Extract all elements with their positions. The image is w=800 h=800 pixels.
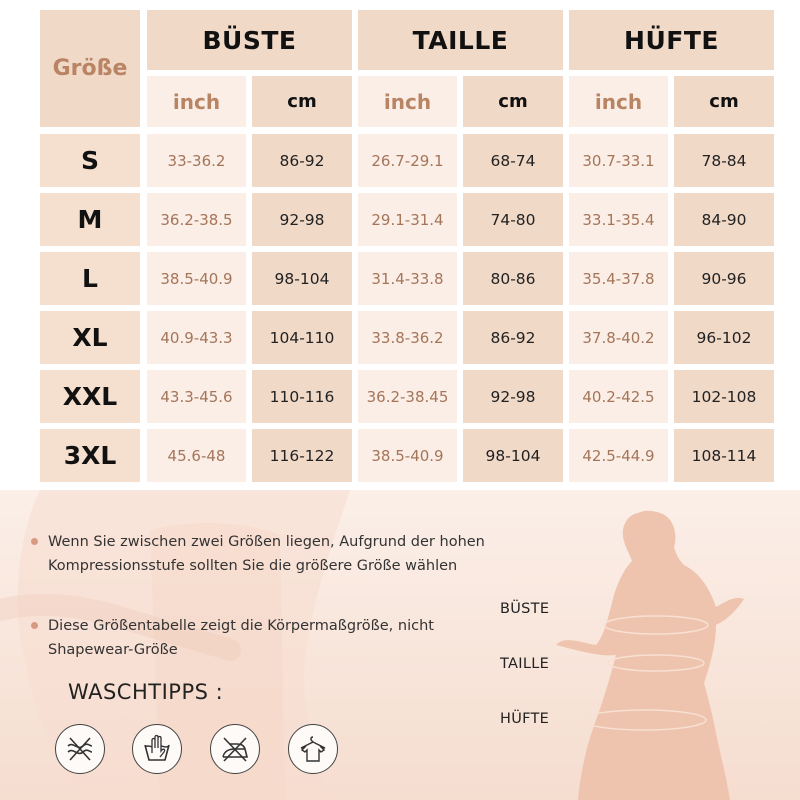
waist-inch-cell: 26.7-29.1 <box>358 134 457 187</box>
waist-inch-cell: 38.5-40.9 <box>358 429 457 482</box>
waist-cm-cell: 74-80 <box>463 193 563 246</box>
bust-inch-cell: 38.5-40.9 <box>147 252 246 305</box>
hand-wash-icon <box>132 724 182 774</box>
hip-cm-cell: 96-102 <box>674 311 774 364</box>
hip-inch-cell: 42.5-44.9 <box>569 429 668 482</box>
bust-cm-cell: 116-122 <box>252 429 352 482</box>
waist-inch-header: inch <box>358 76 457 127</box>
bust-cm-header: cm <box>252 76 352 127</box>
hip-cm-cell: 90-96 <box>674 252 774 305</box>
bust-cm-cell: 104-110 <box>252 311 352 364</box>
waist-inch-cell: 36.2-38.45 <box>358 370 457 423</box>
bust-cm-cell: 110-116 <box>252 370 352 423</box>
bust-inch-header: inch <box>147 76 246 127</box>
waist-cm-cell: 86-92 <box>463 311 563 364</box>
size-column-header: Größe <box>40 10 140 127</box>
hip-inch-cell: 37.8-40.2 <box>569 311 668 364</box>
bust-inch-cell: 36.2-38.5 <box>147 193 246 246</box>
no-iron-icon <box>210 724 260 774</box>
bust-inch-cell: 40.9-43.3 <box>147 311 246 364</box>
hip-inch-cell: 33.1-35.4 <box>569 193 668 246</box>
size-advice-note <box>48 530 488 578</box>
size-label-cell: M <box>40 193 140 246</box>
info-section <box>0 490 800 800</box>
hip-inch-cell: 30.7-33.1 <box>569 134 668 187</box>
waist-cm-cell: 68-74 <box>463 134 563 187</box>
wash-tips-title: WASCHTIPPS : <box>68 680 224 704</box>
size-advice-text: Wenn Sie zwischen zwei Größen liegen, Aufgrund der hohen Kompressionsstufe sollten Sie die größere Größe wählen <box>48 534 485 574</box>
hip-inch-header: inch <box>569 76 668 127</box>
hip-body-label: HÜFTE <box>500 711 550 727</box>
bust-cm-cell: 86-92 <box>252 134 352 187</box>
bullet-dot <box>31 538 38 545</box>
size-label-cell: S <box>40 134 140 187</box>
no-wring-icon <box>55 724 105 774</box>
bust-inch-cell: 45.6-48 <box>147 429 246 482</box>
bust-inch-cell: 33-36.2 <box>147 134 246 187</box>
size-label-cell: L <box>40 252 140 305</box>
waist-cm-cell: 98-104 <box>463 429 563 482</box>
hip-cm-header: cm <box>674 76 774 127</box>
bust-cm-cell: 98-104 <box>252 252 352 305</box>
bullet-dot <box>31 622 38 629</box>
hip-inch-cell: 40.2-42.5 <box>569 370 668 423</box>
size-label-cell: XXL <box>40 370 140 423</box>
hip-cm-cell: 108-114 <box>674 429 774 482</box>
bust-cm-cell: 92-98 <box>252 193 352 246</box>
bust-header: BÜSTE <box>147 10 352 70</box>
bust-inch-cell: 43.3-45.6 <box>147 370 246 423</box>
hip-inch-cell: 35.4-37.8 <box>569 252 668 305</box>
hang-dry-icon <box>288 724 338 774</box>
body-measure-note <box>48 614 488 662</box>
waist-header: TAILLE <box>358 10 563 70</box>
size-label-cell: 3XL <box>40 429 140 482</box>
body-silhouette-illustration <box>520 495 780 800</box>
waist-inch-cell: 33.8-36.2 <box>358 311 457 364</box>
hip-cm-cell: 78-84 <box>674 134 774 187</box>
hip-cm-cell: 102-108 <box>674 370 774 423</box>
hip-header: HÜFTE <box>569 10 774 70</box>
bust-body-label: BÜSTE <box>500 601 550 617</box>
waist-body-label: TAILLE <box>500 656 550 672</box>
waist-inch-cell: 31.4-33.8 <box>358 252 457 305</box>
waist-cm-header: cm <box>463 76 563 127</box>
waist-cm-cell: 92-98 <box>463 370 563 423</box>
hip-cm-cell: 84-90 <box>674 193 774 246</box>
size-label-cell: XL <box>40 311 140 364</box>
waist-cm-cell: 80-86 <box>463 252 563 305</box>
waist-inch-cell: 29.1-31.4 <box>358 193 457 246</box>
body-measure-text: Diese Größentabelle zeigt die Körpermaßgröße, nicht Shapewear-Größe <box>48 618 434 658</box>
